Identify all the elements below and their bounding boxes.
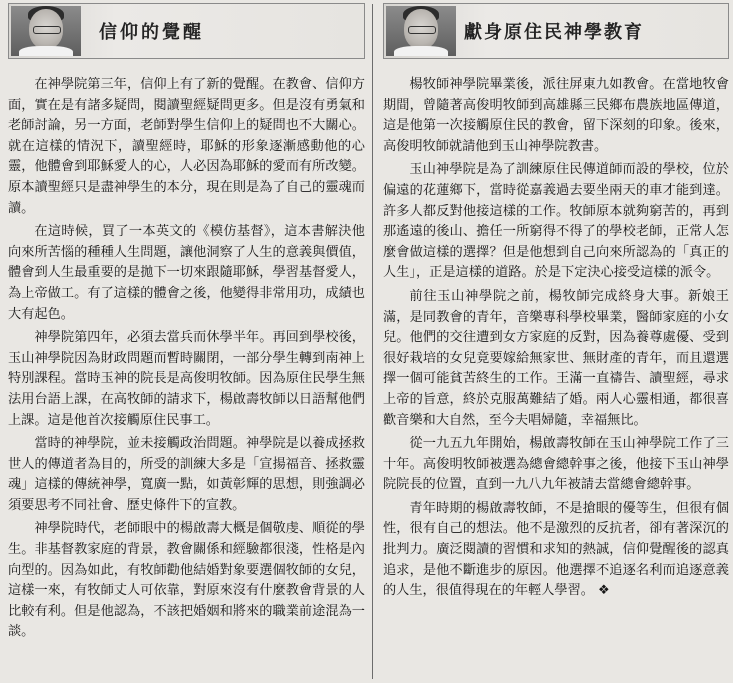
column-divider xyxy=(372,4,373,679)
portrait-photo-icon xyxy=(386,6,456,56)
left-section-header xyxy=(8,3,365,59)
left-paragraph-5: 神學院時代，老師眼中的楊啟壽大概是個敬虔、順從的學生。非基督教家庭的背景，教會關係和經驗都很淺，性格是內向型的。因為如此，有牧師勸他結婚對象要選個牧師的女兒，這樣一來，有牧師丈人可依靠，對原來沒有什麼教會背景的人比較有利。但是他認為，不該把婚姻和將來的職業前途混為一談。 xyxy=(8,521,365,640)
left-paragraph-4: 當時的神學院，並未接觸政治問題。神學院是以養成拯救世人的傳道者為目的，所受的訓練大多是「宣揚福音、拯救靈魂」這樣的傳統神學，寬廣一點，如黃彰輝的思想，則強調必須要思考不同社會、歷史條件下的宣教。 xyxy=(8,436,365,513)
left-paragraph-3: 神學院第四年，必須去當兵而休學半年。再回到學校後，玉山神學院因為財政問題而暫時關閉，一部分學生轉到南神上特別課程。當時玉神的院長是高俊明牧師。因為原住民學生無法用台語上課，在高牧師的請求下，楊啟壽牧師以日語幫他們上課。這是他首次接觸原住民事工。 xyxy=(8,330,365,428)
right-paragraph-3: 前往玉山神學院之前，楊牧師完成終身大事。新娘王滿，是同教會的青年，音樂專科學校畢業，醫師家庭的小女兒。他們的交往遭到女方家庭的反對，因為養尊處優、受到很好栽培的女兒竟要嫁給無家世、無財產的青年，而且還選擇一個可能貧苦終生的工作。王滿一直禱告、讀聖經，尋求上帝的旨意，終於克服萬難結了婚。兩人心靈相通，都很喜歡音樂和大自然，至今夫唱婦隨，幸福無比。 xyxy=(383,288,729,428)
end-mark-icon: ❖ xyxy=(598,583,610,599)
right-article-body xyxy=(383,75,729,602)
left-section-title: 信仰的覺醒 xyxy=(99,22,204,43)
right-paragraph-1: 楊牧師神學院畢業後，派往屏東九如教會。在當地牧會期間，曾隨著高俊明牧師到高雄縣三民鄉布農族地區傳道，這是他第一次接觸原住民的教會，留下深刻的印象。後來，高俊明牧師就請他到玉山神學院教書。 xyxy=(383,77,729,154)
portrait-photo-icon xyxy=(11,6,81,56)
left-column xyxy=(8,0,365,683)
right-paragraph-2: 玉山神學院是為了訓練原住民傳道師而設的學校，位於偏遠的花蓮鄉下，當時從嘉義過去要坐兩天的車才能到達。許多人都反對他接這樣的工作。牧師原本就夠窮苦的，再到那遙遠的後山、擔任一所窮得不得了的學校老師，正常人怎麼會做這樣的選擇？但是他想到自己向來所認為的「真正的人生」，正是這樣的道路。於是下定決心接受這樣的派令。 xyxy=(383,162,729,281)
right-section-title: 獻身原住民神學教育 xyxy=(464,22,644,43)
right-column xyxy=(383,0,729,683)
left-paragraph-1: 在神學院第三年，信仰上有了新的覺醒。在教會、信仰方面，實在是有諸多疑問，閱讀聖經疑問更多。但是沒有勇氣和老師討論，另一方面，老師對學生信仰上的疑問也不大關心。就在這樣的情況下，讀聖經時，耶穌的形象逐漸感動他的心靈，他體會到耶穌愛人的心，人必因為耶穌的愛而有所改變。原本讀聖經只是盡神學生的本分，現在則是為了自己的靈魂而讀。 xyxy=(8,77,365,216)
right-paragraph-4: 從一九五九年開始，楊啟壽牧師在玉山神學院工作了三十年。高俊明牧師被選為總會總幹事之後，他接下玉山神學院院長的位置，直到一九八九年被請去當總會總幹事。 xyxy=(383,436,729,493)
left-article-body xyxy=(8,75,365,643)
right-section-header xyxy=(383,3,729,59)
right-paragraph-5 xyxy=(383,499,729,602)
left-paragraph-2: 在這時候，買了一本英文的《模仿基督》，這本書解決他向來所苦惱的種種人生問題，讓他洞察了人生的意義與價值，體會到人生最重要的是拋下一切來跟隨耶穌，學習基督愛人，為上帝做工。有了這樣的體會之後，他變得非常用功，成績也大有起色。 xyxy=(8,224,365,322)
right-paragraph-5-text: 青年時期的楊啟壽牧師，不是搶眼的優等生，但很有個性，很有自己的想法。他不是激烈的反抗者，卻有著深沉的批判力。廣泛閱讀的習慣和求知的熱誠，信仰覺醒後的認真追求，是他不斷進步的原因。他選擇不追逐名利而追逐意義的人生，很值得現在的年輕人學習。 xyxy=(383,500,729,599)
